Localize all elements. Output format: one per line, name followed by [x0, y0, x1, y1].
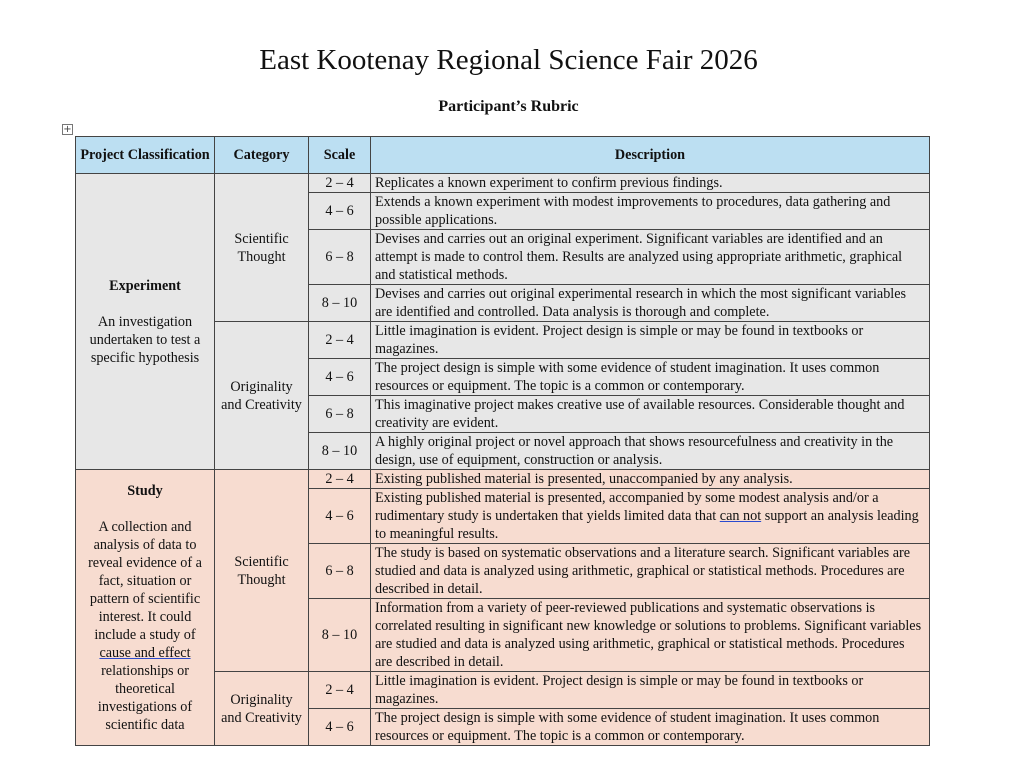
scale-cell: 4 – 6: [309, 193, 371, 230]
document-subtitle: Participant’s Rubric: [438, 98, 579, 115]
description-cell: Information from a variety of peer-reviewed publications and systematic observations is correlated resulting in significant new knowledge or solutions to problems. Significant variables are studied and data is analyzed using arithmetic, graphical or statistical methods. Procedures are described in detail.: [371, 599, 930, 672]
scale-cell: 4 – 6: [309, 359, 371, 396]
category-originality: Originality and Creativity: [215, 322, 309, 470]
spelling-underline: can not: [719, 508, 762, 524]
header-row: [76, 137, 930, 174]
description-cell: Devises and carries out original experimental research in which the most significant variables are identified and controlled. Data analysis is thorough and complete.: [371, 285, 930, 322]
classification-name: Experiment: [109, 277, 181, 294]
description-cell: Devises and carries out an original experiment. Significant variables are identified and an attempt is made to control them. Results are analyzed using appropriate arithmetic, graphical and statistical methods.: [371, 230, 930, 285]
classification-study: [76, 470, 215, 746]
header-scale: Scale: [309, 137, 371, 174]
scale-cell: 2 – 4: [309, 322, 371, 359]
classification-experiment: [76, 174, 215, 470]
description-cell: A highly original project or novel approach that shows resourcefulness and creativity in the design, use of equipment, construction or analysis.: [371, 433, 930, 470]
classification-description: A collection and analysis of data to reveal evidence of a fact, situation or pattern of scientific interest. It could include a study of cause and effect relationships or theoretical investigations of scientific data: [88, 519, 202, 733]
scale-cell: 8 – 10: [309, 599, 371, 672]
category-scientific-thought: Scientific Thought: [215, 470, 309, 672]
scale-cell: 2 – 4: [309, 174, 371, 193]
classification-name: Study: [127, 483, 163, 499]
category-originality: Originality and Creativity: [215, 672, 309, 746]
description-cell: The project design is simple with some evidence of student imagination. It uses common resources or equipment. The topic is a common or contemporary.: [371, 709, 930, 746]
description-cell: Existing published material is presented, accompanied by some modest analysis and/or a rudimentary study is undertaken that yields limited data that can not support an analysis leading to meaningful results.: [371, 489, 930, 544]
description-cell: Little imagination is evident. Project design is simple or may be found in textbooks or magazines.: [371, 672, 930, 709]
document-title: East Kootenay Regional Science Fair 2026: [259, 44, 758, 76]
classification-description: An investigation undertaken to test a specific hypothesis: [89, 313, 201, 366]
scale-cell: 4 – 6: [309, 489, 371, 544]
scale-cell: 2 – 4: [309, 672, 371, 709]
description-cell: This imaginative project makes creative use of available resources. Considerable thought and creativity are evident.: [371, 396, 930, 433]
category-scientific-thought: Scientific Thought: [215, 174, 309, 322]
scale-cell: 4 – 6: [309, 709, 371, 746]
spelling-underline: cause and effect: [99, 645, 191, 661]
scale-cell: 6 – 8: [309, 544, 371, 599]
scale-cell: 6 – 8: [309, 396, 371, 433]
description-cell: Little imagination is evident. Project design is simple or may be found in textbooks or magazines.: [371, 322, 930, 359]
header-description: Description: [371, 137, 930, 174]
rubric-table: [75, 136, 930, 746]
table-row: [76, 174, 930, 193]
scale-cell: 8 – 10: [309, 285, 371, 322]
description-cell: Replicates a known experiment to confirm previous findings.: [371, 174, 930, 193]
scale-cell: 8 – 10: [309, 433, 371, 470]
header-category: Category: [215, 137, 309, 174]
header-classification: Project Classification: [76, 137, 215, 174]
scale-cell: 6 – 8: [309, 230, 371, 285]
description-cell: Existing published material is presented, unaccompanied by any analysis.: [371, 470, 930, 489]
table-row: [76, 470, 930, 489]
description-cell: The study is based on systematic observations and a literature search. Significant variables are studied and data is analyzed using arithmetic, graphical or statistical methods. Procedures are described in detail.: [371, 544, 930, 599]
description-cell: Extends a known experiment with modest improvements to procedures, data gathering and possible applications.: [371, 193, 930, 230]
description-cell: The project design is simple with some evidence of student imagination. It uses common resources or equipment. The topic is a common or contemporary.: [371, 359, 930, 396]
scale-cell: 2 – 4: [309, 470, 371, 489]
table-move-handle-icon[interactable]: +: [63, 123, 72, 135]
